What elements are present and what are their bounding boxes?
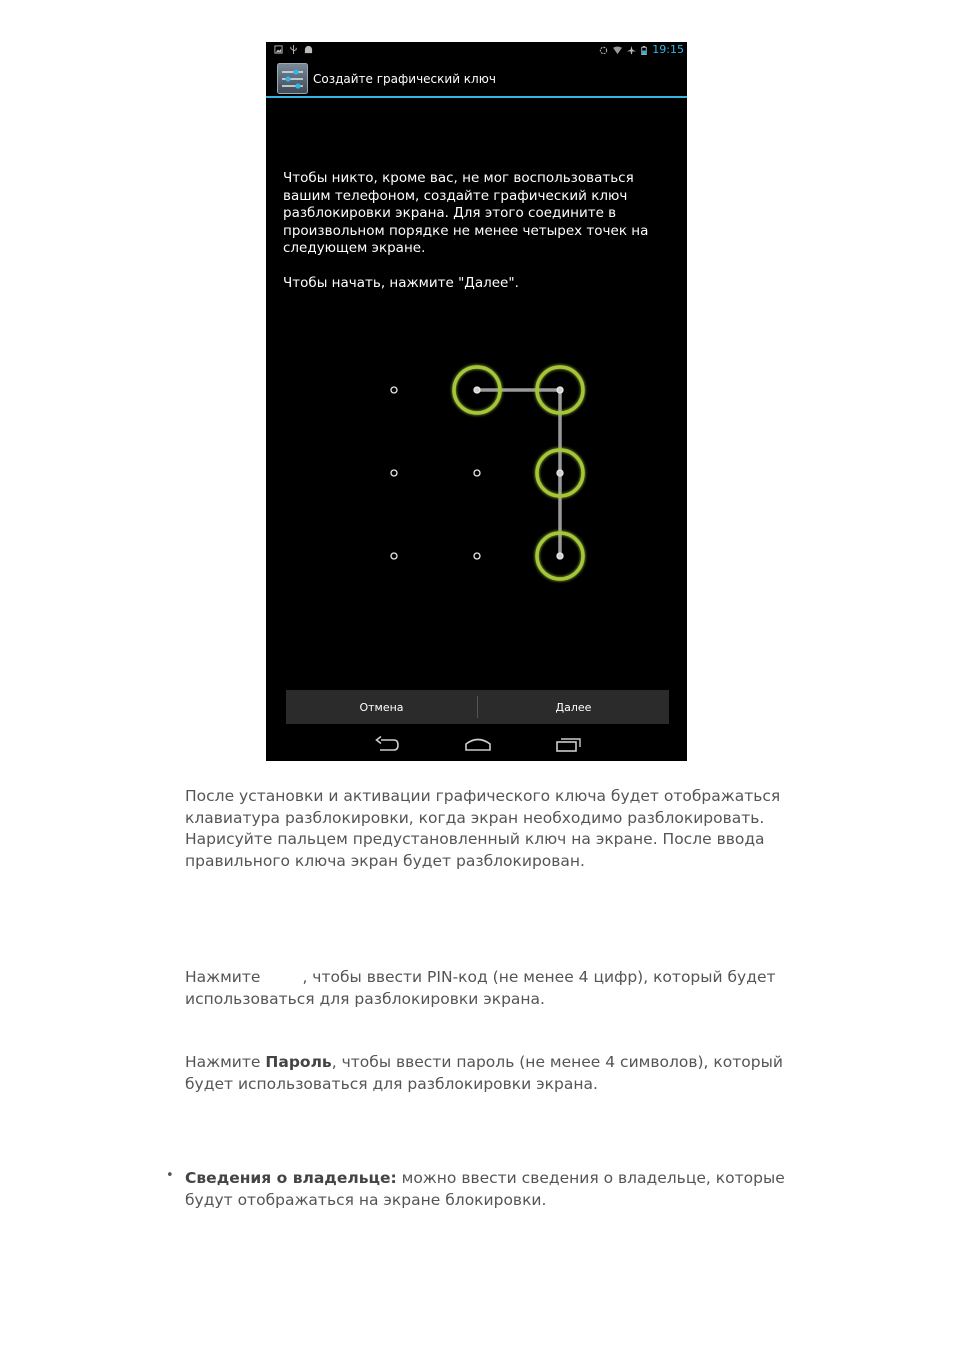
password-description: , чтобы ввести пароль (не менее 4 символов), который будет использоваться для разблокировки экрана.	[185, 1053, 783, 1093]
pattern-dot-7[interactable]	[391, 553, 397, 559]
pattern-dot-center	[391, 470, 397, 476]
pattern-dot-1[interactable]	[391, 387, 397, 393]
image-icon	[274, 45, 283, 54]
settings-icon[interactable]	[277, 63, 308, 94]
intro-paragraph-1: Чтобы никто, кроме вас, не мог воспользоваться вашим телефоном, создайте графический ключ разблокировки экрана. Для этого соедините в произвольном порядке не менее четырех точек на следующем экране.	[283, 170, 649, 256]
pattern-dot-center	[474, 387, 480, 393]
pattern-dot-5[interactable]	[474, 470, 480, 476]
action-bar	[266, 60, 687, 98]
status-time: 19:15	[652, 43, 684, 56]
battery-icon	[641, 46, 647, 55]
next-button[interactable]: Далее	[555, 700, 592, 714]
usb-icon	[289, 45, 298, 54]
pattern-info-text: После установки и активации графического ключа будет отображаться клавиатура разблокировки, когда экран необходимо разблокировать. Нарисуйте пальцем предустановленный ключ на экране. После ввода правильного ключа экран будет разблокирован.	[185, 787, 781, 870]
bullet-marker: •	[166, 1168, 174, 1183]
wifi-icon	[613, 46, 622, 55]
pin-description: , чтобы ввести PIN-код (не менее 4 цифр), который будет использоваться для разблокировки экрана.	[185, 968, 776, 1008]
phone-screenshot	[266, 42, 687, 761]
pattern-path-line	[477, 390, 560, 556]
owner-info-text	[185, 1168, 785, 1211]
owner-description: можно ввести сведения о владельце, которые будут отображаться на экране блокировки.	[185, 1169, 785, 1209]
airplane-icon	[627, 46, 636, 55]
password-label: Пароль	[265, 1053, 332, 1071]
pattern-dot-center	[391, 387, 397, 393]
pattern-dot-4[interactable]	[391, 470, 397, 476]
pattern-dot-center	[391, 553, 397, 559]
pattern-dot-center	[557, 553, 563, 559]
nav-bar	[266, 730, 687, 761]
pattern-dot-center	[557, 470, 563, 476]
pattern-grid[interactable]	[266, 332, 687, 642]
owner-label: Сведения о владельце:	[185, 1169, 397, 1187]
pin-info-text	[185, 967, 785, 1010]
status-bar	[266, 42, 687, 60]
pattern-dot-8[interactable]	[474, 553, 480, 559]
sync-icon	[599, 46, 608, 55]
action-bar-divider	[266, 96, 687, 98]
pin-prefix: Нажмите	[185, 968, 261, 986]
android-icon	[304, 45, 313, 54]
home-icon[interactable]	[463, 735, 493, 755]
pattern-dot-center	[557, 387, 563, 393]
recents-icon[interactable]	[554, 735, 584, 755]
password-info-text	[185, 1052, 785, 1095]
action-bar-title: Создайте графический ключ	[313, 72, 496, 86]
cancel-button[interactable]: Отмена	[359, 700, 404, 714]
pattern-dot-center	[474, 553, 480, 559]
intro-text	[283, 170, 678, 293]
intro-paragraph-2: Чтобы начать, нажмите "Далее".	[283, 275, 519, 291]
password-prefix: Нажмите	[185, 1053, 266, 1071]
pattern-dot-center	[474, 470, 480, 476]
back-icon[interactable]	[372, 735, 402, 755]
button-bar	[286, 690, 669, 724]
